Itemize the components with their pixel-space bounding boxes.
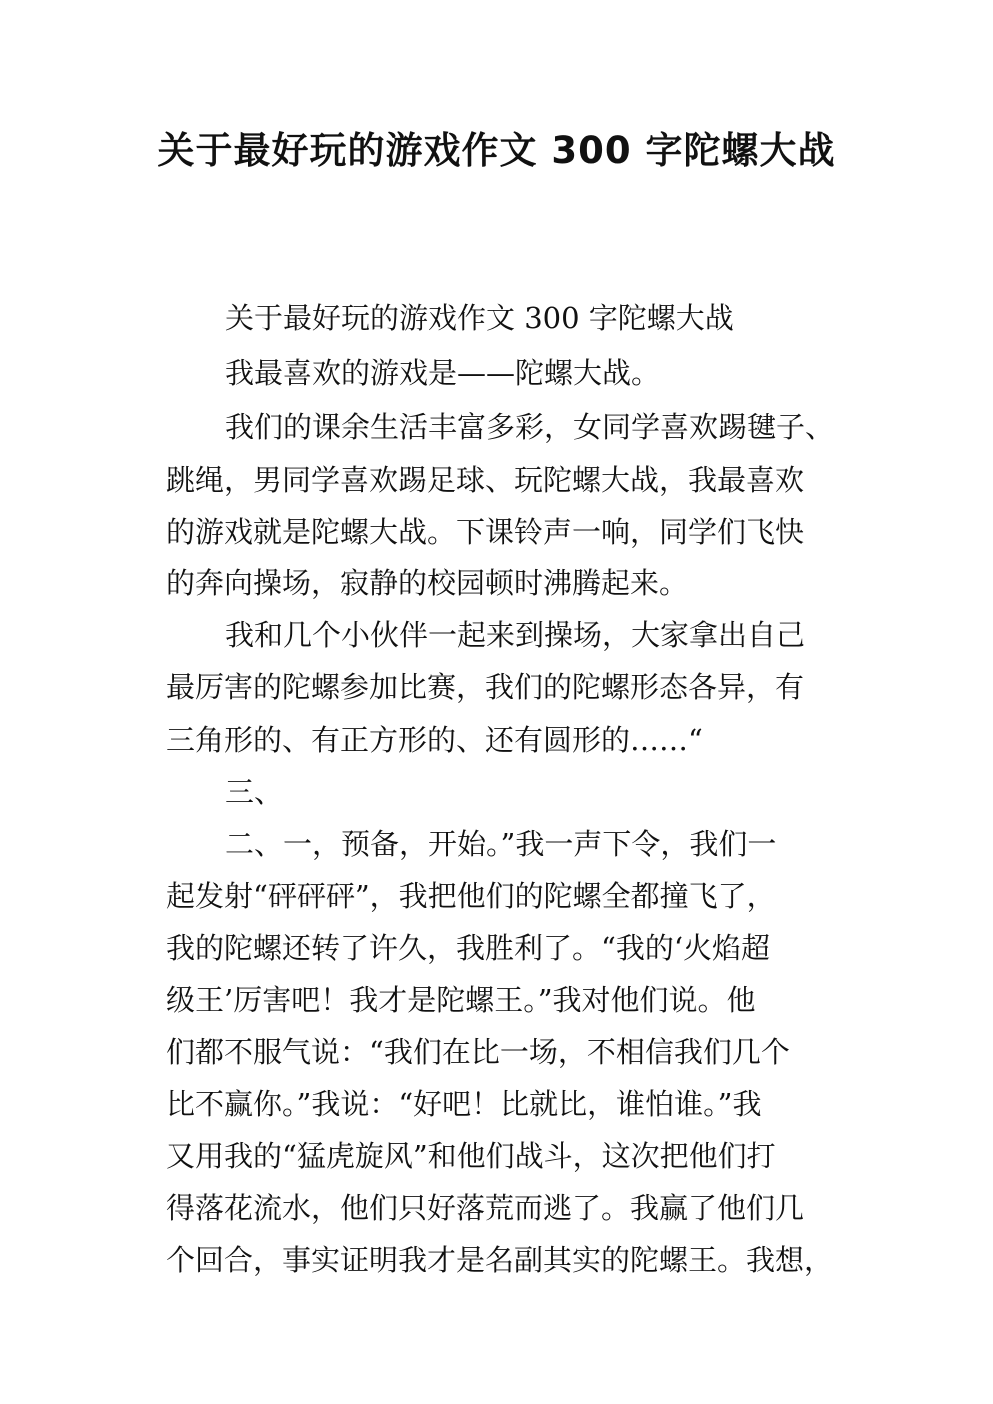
body-line: 的游戏就是陀螺大战。下课铃声一响，同学们飞快	[166, 515, 805, 549]
body-line: 三角形的、有正方形的、还有圆形的……“	[166, 723, 703, 757]
body-line: 我和几个小伙伴一起来到操场，大家拿出自己	[225, 618, 806, 652]
body-line-subtitle: 关于最好玩的游戏作文 300 字陀螺大战	[225, 301, 734, 335]
body-line: 又用我的“猛虎旋风”和他们战斗，这次把他们打	[166, 1139, 776, 1173]
body-line: 我最喜欢的游戏是——陀螺大战。	[225, 356, 661, 390]
body-line: 得落花流水，他们只好落荒而逃了。我赢了他们几	[166, 1191, 805, 1225]
body-line: 比不赢你。”我说：“好吧！比就比，谁怕谁。”我	[166, 1087, 762, 1121]
body-line: 我们的课余生活丰富多彩，女同学喜欢踢毽子、	[225, 410, 835, 444]
body-line: 起发射“砰砰砰”，我把他们的陀螺全都撞飞了，	[166, 879, 776, 913]
body-line: 级王’厉害吧！我才是陀螺王。”我对他们说。他	[166, 983, 756, 1017]
body-line: 二、一，预备，开始。”我一声下令，我们一	[225, 827, 777, 861]
body-line: 个回合，事实证明我才是名副其实的陀螺王。我想，	[166, 1243, 834, 1277]
body-line: 最厉害的陀螺参加比赛，我们的陀螺形态各异，有	[166, 670, 805, 704]
body-line: 三、	[225, 775, 284, 809]
body-line: 的奔向操场，寂静的校园顿时沸腾起来。	[166, 566, 689, 600]
body-line: 跳绳，男同学喜欢踢足球、玩陀螺大战，我最喜欢	[166, 463, 805, 497]
document-title: 关于最好玩的游戏作文 300 字陀螺大战	[157, 129, 836, 172]
body-line: 们都不服气说：“我们在比一场，不相信我们几个	[166, 1035, 790, 1069]
body-line: 我的陀螺还转了许久，我胜利了。“我的‘火焰超	[166, 931, 771, 965]
